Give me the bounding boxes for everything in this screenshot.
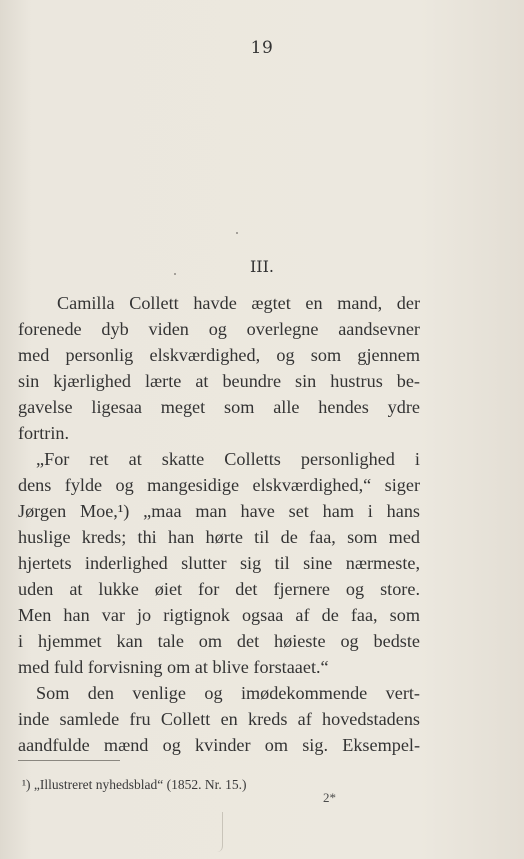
paragraph-line: i hjemmet kan tale om det høieste og bedste [18,631,420,651]
paragraph-line: gavelse ligesaa meget som alle hendes ydre [18,397,420,417]
paragraph-line: hjertets inderlighed slutter sig til sine nærmeste, [18,553,420,573]
paragraph-line: Som den venlige og imødekommende vert- [36,683,420,703]
speck [174,273,176,275]
footnote: ¹) „Illustreret nyhedsblad“ (1852. Nr. 15.) [22,777,247,792]
speck [236,232,238,234]
section-heading: III. [249,257,275,276]
paragraph-line: Camilla Collett havde ægtet en mand, der [57,293,420,313]
paragraph-line: Jørgen Moe,¹) „maa man have set ham i hans [18,501,420,521]
paragraph-line: fortrin. [18,423,70,443]
paragraph-line: forenede dyb viden og overlegne aandsevner [18,319,420,339]
page-number: 19 [250,38,274,58]
paragraph-line: med personlig elskværdighed, og som gjennem [18,345,420,365]
printer-signature: 2* [323,790,336,805]
page-crease [214,812,223,852]
paragraph-line: aandfulde mænd og kvinder om sig. Eksempel- [18,735,420,755]
paragraph-line: „For ret at skatte Colletts personlighed i [36,449,420,469]
footnote-rule [18,760,120,761]
paragraph-line: uden at lukke øiet for det fjernere og store. [18,579,420,599]
paragraph-line: inde samlede fru Collett en kreds af hovedstadens [18,709,420,729]
paragraph-line: Men han var jo rigtignok ogsaa af de faa, som [18,605,420,625]
paragraph-line: huslige kreds; thi han hørte til de faa, som med [18,527,420,547]
paragraph-line: med fuld forvisning om at blive forstaaet.“ [18,657,329,677]
paragraph-line: sin kjærlighed lærte at beundre sin hustrus be- [18,371,420,391]
paragraph-line: dens fylde og mangesidige elskværdighed,“ siger [18,475,420,495]
